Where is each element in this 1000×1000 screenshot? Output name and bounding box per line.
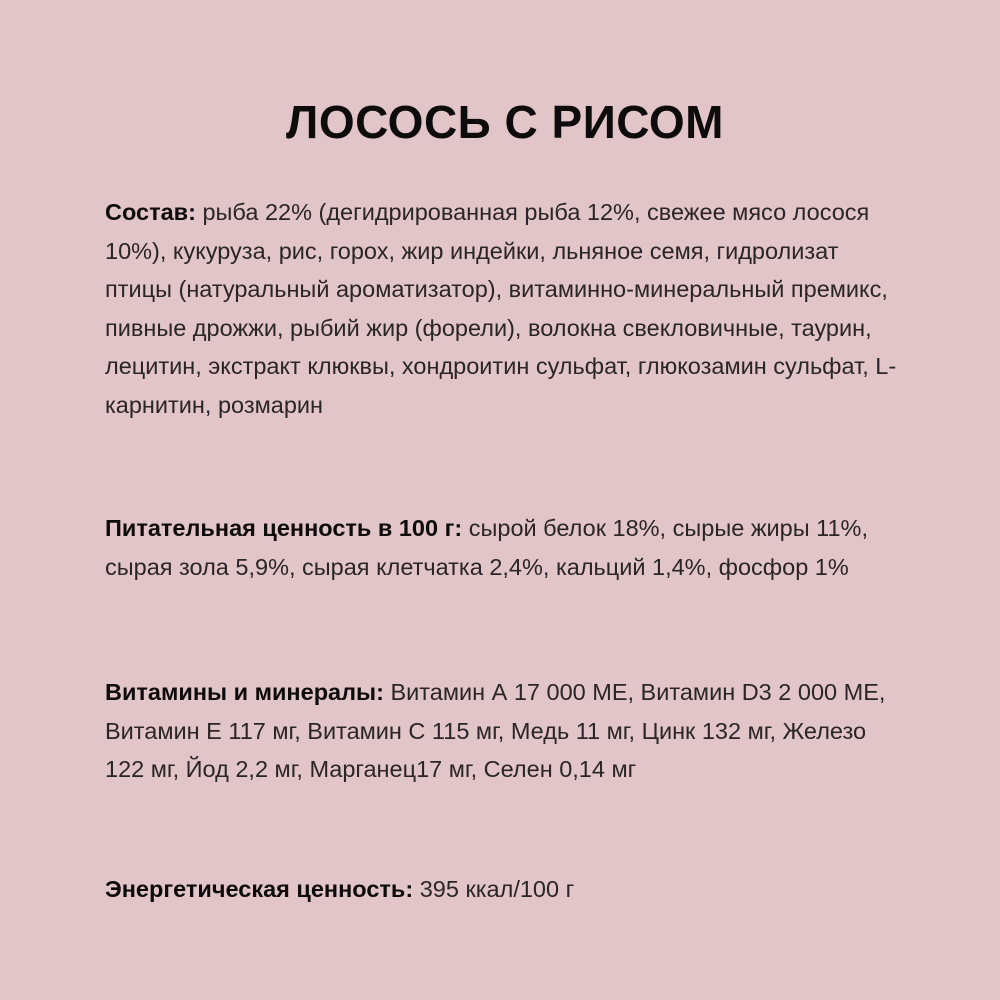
energy-label: Энергетическая ценность: [105,876,414,902]
composition-text: рыба 22% (дегидрированная рыба 12%, свежее мясо лосося 10%), кукуруза, рис, горох, жир индейки, льняное семя, гидролизат птицы (натуральный ароматизатор), витаминно-минеральный премикс, пивные дрожжи, рыбий жир (форели), волокна свекловичные, таурин, лецитин, экстракт клюквы, хондроитин сульфат, глюкозамин сульфат, L-карнитин, розмарин [105,199,897,418]
vitamins-label: Витамины и минералы: [105,679,384,705]
nutrition-section [105,509,905,586]
composition-section [105,193,905,424]
vitamins-section [105,673,905,789]
vitamins-text: Витамин А 17 000 МЕ, Витамин D3 2 000 МЕ, Витамин Е 117 мг, Витамин С 115 мг, Медь 11 мг, Цинк 132 мг, Железо 122 мг, Йод 2,2 мг, Марганец17 мг, Селен 0,14 мг [105,679,886,782]
energy-section [105,870,905,909]
nutrition-label: Питательная ценность в 100 г: [105,515,463,541]
composition-label: Состав: [105,199,196,225]
nutrition-text: сырой белок 18%, сырые жиры 11%, сырая зола 5,9%, сырая клетчатка 2,4%, кальций 1,4%, фосфор 1% [105,515,868,580]
energy-text: 395 ккал/100 г [419,876,575,902]
page-title: ЛОСОСЬ С РИСОМ [286,96,724,148]
